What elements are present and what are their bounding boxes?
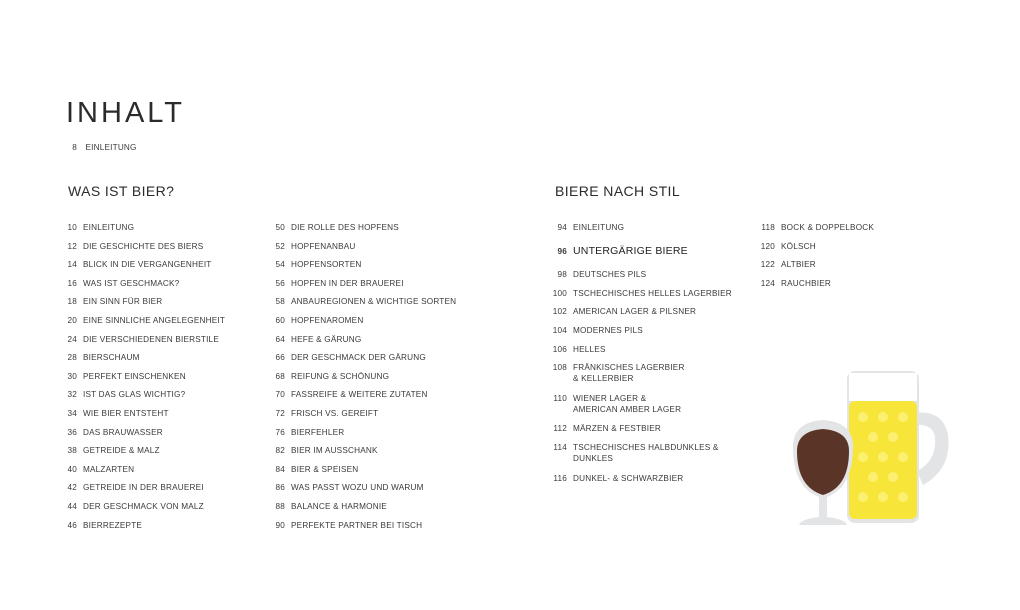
page-number: 108 (552, 363, 567, 373)
page-number: 68 (275, 371, 285, 381)
entry-label (291, 371, 389, 382)
entry-label (291, 482, 424, 493)
toc-entry[interactable] (66, 389, 185, 400)
entry-label (83, 520, 142, 531)
page-number: 44 (67, 502, 77, 511)
entry-label-line: IST DAS GLAS WICHTIG? (83, 390, 186, 400)
toc-entry[interactable] (552, 442, 719, 464)
page-title: INHALT (66, 97, 185, 129)
toc-entry[interactable] (274, 241, 356, 252)
toc-entry[interactable] (552, 423, 661, 434)
entry-label-line: ANBAUREGIONEN & WICHTIGE SORTEN (291, 297, 457, 307)
page-number: 100 (552, 288, 567, 298)
page-number: 76 (275, 427, 285, 437)
page-number: 72 (275, 409, 285, 418)
toc-entry[interactable] (552, 269, 646, 280)
entry-label (291, 334, 361, 345)
page-number: 42 (67, 483, 77, 493)
entry-label (83, 222, 134, 233)
page-number: 94 (557, 223, 567, 232)
entry-label (83, 241, 203, 252)
entry-label-line: DEUTSCHES PILS (573, 270, 647, 280)
entry-label (83, 482, 204, 493)
entry-label-line: AMERICAN LAGER & PILSNER (573, 307, 697, 317)
toc-entry[interactable] (274, 389, 428, 400)
toc-entry[interactable] (66, 296, 162, 307)
toc-entry[interactable] (274, 445, 378, 456)
entry-label-line: DIE GESCHICHTE DES BIERS (83, 241, 204, 251)
entry-label (781, 222, 874, 233)
entry-label-line: DER GESCHMACK VON MALZ (83, 502, 204, 511)
toc-entry[interactable] (274, 315, 363, 326)
page-number: 120 (760, 241, 775, 251)
toc-entry[interactable] (66, 520, 142, 531)
entry-label-line: FRÄNKISCHES LAGERBIER (573, 363, 685, 373)
page-number: 112 (553, 424, 567, 434)
toc-entry[interactable] (274, 408, 378, 419)
entry-label-line: HEFE & GÄRUNG (291, 334, 362, 344)
page-number: 12 (67, 241, 77, 251)
page-number: 10 (67, 223, 77, 232)
page-number: 14 (67, 260, 77, 270)
entry-label-line: BLICK IN DIE VERGANGENHEIT (83, 260, 212, 270)
page-number: 88 (275, 502, 285, 511)
page-number: 54 (275, 260, 285, 270)
page-number: 28 (67, 353, 77, 363)
page-number: 82 (275, 446, 285, 456)
page-number: 18 (67, 297, 77, 307)
page-number: 70 (275, 390, 285, 400)
page-number: 116 (553, 473, 567, 483)
page-number: 106 (552, 344, 567, 354)
toc-entry[interactable] (552, 288, 732, 299)
toc-entry[interactable] (66, 278, 179, 289)
entry-label-line: BOCK & DOPPELBOCK (781, 223, 875, 232)
page-number: 114 (553, 443, 567, 452)
page-number: 34 (67, 409, 77, 418)
toc-entry[interactable] (274, 482, 424, 493)
page-number: 56 (275, 278, 285, 288)
toc-entry[interactable] (274, 520, 422, 531)
entry-label-line: DAS BRAUWASSER (83, 427, 163, 437)
page-number: 96 (557, 246, 567, 256)
entry-label-line: REIFUNG & SCHÖNUNG (291, 371, 390, 381)
page-number: 122 (760, 260, 775, 270)
entry-label (291, 445, 378, 456)
page-number: 118 (761, 223, 775, 232)
entry-label-line: GETREIDE IN DER BRAUEREI (83, 483, 204, 493)
page-number: 16 (67, 278, 77, 288)
entry-label (573, 344, 606, 355)
toc-entry[interactable] (274, 259, 362, 270)
section-heading-was-ist-bier: WAS IST BIER? (68, 183, 175, 199)
entry-label (83, 352, 140, 363)
toc-entry[interactable] (552, 344, 606, 355)
entry-label-line: HELLES (573, 344, 606, 354)
entry-label (291, 427, 344, 438)
entry-label-line: BIER & SPEISEN (291, 464, 359, 474)
entry-label-line: GETREIDE & MALZ (83, 446, 160, 456)
toc-entry[interactable] (66, 408, 169, 419)
entry-label (83, 296, 162, 307)
entry-label-line: MÄRZEN & FESTBIER (573, 424, 662, 434)
entry-label (573, 222, 624, 233)
page-number: 124 (760, 278, 775, 288)
toc-entry[interactable] (274, 371, 389, 382)
entry-label-line: MODERNES PILS (573, 326, 643, 335)
page-number: 46 (67, 520, 77, 530)
entry-label (291, 222, 399, 233)
entry-label-line: & KELLERBIER (573, 374, 634, 384)
toc-entry[interactable] (274, 222, 399, 233)
entry-label-line: DER GESCHMACK DER GÄRUNG (291, 353, 426, 363)
toc-entry[interactable] (552, 246, 688, 257)
page-number: 64 (275, 334, 285, 344)
toc-entry[interactable] (66, 222, 134, 233)
toc-entry-intro[interactable] (66, 142, 137, 153)
entry-label (291, 241, 356, 252)
beer-glasses-icon (785, 365, 965, 535)
toc-entry[interactable] (552, 473, 683, 484)
toc-entry[interactable] (552, 362, 685, 384)
entry-label-line: TSCHECHISCHES HELLES LAGERBIER (573, 288, 732, 298)
toc-entry[interactable] (66, 371, 186, 382)
entry-label-line: EINE SINNLICHE ANGELEGENHEIT (83, 316, 226, 325)
toc-entry[interactable] (66, 315, 225, 326)
page-number: 58 (275, 297, 285, 307)
entry-label (573, 269, 646, 280)
toc-entry[interactable] (274, 501, 387, 512)
entry-label-line: DIE ROLLE DES HOPFENS (291, 223, 399, 232)
toc-entry[interactable] (66, 259, 212, 270)
entry-label (573, 473, 683, 484)
entry-label-line: HOPFENANBAU (291, 241, 356, 251)
page-number: 40 (67, 464, 77, 474)
toc-entry[interactable] (274, 296, 456, 307)
page-number: 30 (67, 371, 77, 381)
page-number: 52 (275, 241, 285, 251)
toc-entry[interactable] (274, 352, 426, 363)
page-number: 86 (275, 483, 285, 493)
entry-label (291, 501, 387, 512)
entry-label (573, 306, 696, 317)
toc-entry[interactable] (66, 334, 219, 345)
page-number: 20 (67, 316, 77, 325)
page-number: 60 (275, 316, 285, 325)
toc-entry[interactable] (274, 427, 344, 438)
toc-entry[interactable] (66, 464, 134, 475)
entry-label (291, 352, 426, 363)
toc-entry[interactable] (66, 482, 204, 493)
page-number: 32 (67, 390, 77, 400)
entry-label (291, 389, 428, 400)
toc-entry[interactable] (760, 259, 816, 270)
entry-label-line: WIENER LAGER & (573, 393, 647, 403)
page-number: 84 (275, 464, 285, 474)
entry-label (781, 259, 816, 270)
entry-label-line: ALTBIER (781, 260, 816, 270)
toc-entry[interactable] (66, 352, 140, 363)
entry-label (291, 259, 362, 270)
toc-entry[interactable] (552, 306, 696, 317)
entry-label (573, 393, 681, 415)
entry-label (573, 423, 661, 434)
entry-label-line: DUNKEL- & SCHWARZBIER (573, 473, 684, 483)
toc-entry[interactable] (66, 241, 203, 252)
entry-label (83, 464, 134, 475)
entry-label (83, 501, 204, 512)
entry-label-line: DIE VERSCHIEDENEN BIERSTILE (83, 334, 219, 344)
entry-label (83, 408, 169, 419)
toc-entry[interactable] (760, 241, 816, 252)
page-number: 38 (67, 446, 77, 456)
entry-label-line: TSCHECHISCHES HALBDUNKLES & (573, 443, 719, 452)
entry-label-line: EINLEITUNG (83, 223, 135, 232)
entry-label-line: BIERSCHAUM (83, 353, 140, 363)
entry-label-line: AMERICAN AMBER LAGER (573, 404, 682, 414)
entry-label (83, 278, 179, 289)
entry-label (781, 241, 816, 252)
entry-label-line: WIE BIER ENTSTEHT (83, 409, 169, 418)
entry-label (291, 408, 378, 419)
entry-label (291, 278, 404, 289)
entry-label (83, 371, 186, 382)
entry-label-line: EIN SINN FÜR BIER (83, 297, 163, 307)
entry-label (573, 246, 688, 257)
entry-label-line: KÖLSCH (781, 241, 816, 251)
page-number: 102 (552, 307, 567, 317)
toc-entry[interactable] (552, 325, 643, 336)
entry-label-line: WAS IST GESCHMACK? (83, 278, 180, 288)
entry-label-line: MALZARTEN (83, 464, 135, 474)
page-number: 104 (552, 326, 567, 335)
entry-label-line: EINLEITUNG (573, 223, 625, 232)
entry-label-line: HOPFENSORTEN (291, 260, 362, 270)
entry-label-line: FASSREIFE & WEITERE ZUTATEN (291, 390, 428, 400)
toc-entry[interactable] (760, 222, 874, 233)
entry-label-line: FRISCH VS. GEREIFT (291, 409, 379, 418)
entry-label-line: HOPFEN IN DER BRAUEREI (291, 278, 404, 288)
entry-label (573, 362, 685, 384)
entry-label (573, 442, 719, 464)
page-number: 98 (557, 270, 567, 280)
page-number: 36 (67, 427, 77, 437)
entry-label-line: DUNKLES (573, 454, 614, 463)
toc-entry[interactable] (274, 278, 404, 289)
page-number: 50 (275, 223, 285, 232)
toc-entry[interactable] (274, 464, 358, 475)
entry-label-line: BIER IM AUSSCHANK (291, 446, 378, 456)
entry-label-line: BALANCE & HARMONIE (291, 502, 387, 511)
entry-label-line: WAS PASST WOZU UND WARUM (291, 483, 424, 493)
entry-label (83, 445, 160, 456)
entry-label (83, 389, 185, 400)
toc-entry[interactable] (274, 334, 361, 345)
entry-label (83, 334, 219, 345)
page-number: 24 (67, 334, 77, 344)
toc-entry[interactable] (66, 427, 163, 438)
entry-label (573, 288, 732, 299)
entry-label-line: HOPFENAROMEN (291, 316, 364, 325)
toc-entry[interactable] (552, 222, 624, 233)
page-number: 8 (72, 143, 77, 152)
entry-label (573, 325, 643, 336)
page-number: 110 (553, 393, 567, 403)
entry-label (781, 278, 831, 289)
page-number: 66 (275, 353, 285, 363)
entry-label (83, 315, 225, 326)
toc-entry[interactable] (66, 445, 160, 456)
entry-label: EINLEITUNG (85, 143, 137, 152)
section-heading-biere-nach-stil: BIERE NACH STIL (555, 183, 681, 199)
entry-label (291, 464, 358, 475)
toc-entry[interactable] (66, 501, 204, 512)
page-number: 90 (275, 520, 285, 530)
entry-label (83, 427, 163, 438)
entry-label (291, 315, 363, 326)
toc-entry[interactable] (760, 278, 831, 289)
entry-label (291, 296, 456, 307)
entry-label-line: BIERFEHLER (291, 427, 345, 437)
entry-label-line: BIERREZEPTE (83, 520, 143, 530)
entry-label-line: RAUCHBIER (781, 278, 832, 288)
entry-label-line: PERFEKTE PARTNER BEI TISCH (291, 520, 423, 530)
entry-label-line: PERFEKT EINSCHENKEN (83, 371, 186, 381)
entry-label (291, 520, 422, 531)
entry-label-line: UNTERGÄRIGE BIERE (573, 244, 688, 257)
toc-entry[interactable] (552, 393, 681, 415)
entry-label (83, 259, 212, 270)
